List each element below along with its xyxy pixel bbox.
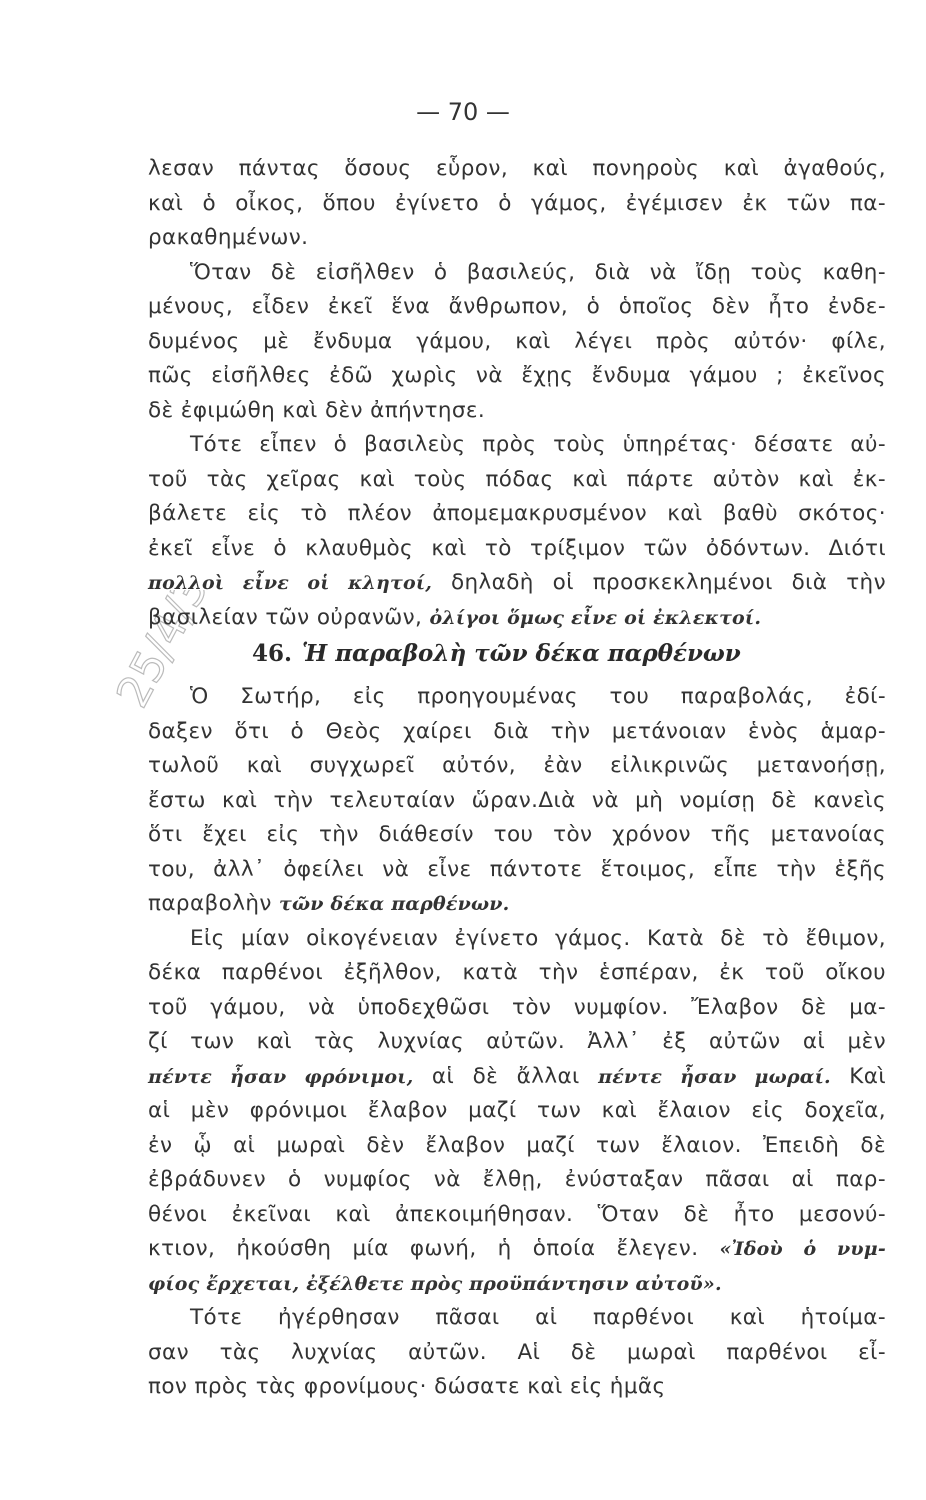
text-segment: τῶν δέκα παρθένων.	[279, 893, 510, 915]
page-number: — 70 —	[416, 98, 510, 126]
section-heading	[252, 640, 741, 667]
text-segment: ἐκεῖ εἶνε ὁ κλαυθμὸς καὶ τὸ τρίξιμον τῶν ὀδόντων. Διότι	[148, 535, 886, 561]
text-block-ten-virgins	[148, 680, 886, 1405]
text-line	[148, 922, 886, 957]
text-line	[148, 1267, 886, 1302]
text-segment: δαξεν ὅτι ὁ Θεὸς χαίρει διὰ τὴν μετάνοιαν ἑνὸς ἁμαρ-	[148, 718, 886, 744]
text-line	[148, 749, 886, 784]
text-segment: «Ἰδοὺ ὁ νυμ-	[719, 1238, 886, 1260]
text-segment: Καὶ	[830, 1063, 887, 1089]
text-line	[148, 359, 886, 394]
text-segment: δηλαδὴ οἱ προσκεκλημένοι διὰ τὴν	[432, 570, 886, 595]
text-segment: αἱ μὲν φρόνιμοι ἔλαβον μαζί των καὶ ἔλαιον εἰς δοχεῖα,	[148, 1098, 886, 1123]
text-line	[148, 1232, 886, 1267]
text-segment: ἐν ᾧ αἱ μωραὶ δὲν ἔλαβον μαζί των ἔλαιον. Ἐπειδὴ δὲ	[148, 1132, 886, 1158]
text-segment: ἔστω καὶ τὴν τελευταίαν ὥραν.Διὰ νὰ μὴ νομίσῃ δὲ κανεὶς	[148, 787, 886, 813]
text-segment: Ὁ Σωτήρ, εἰς προηγουμένας του παραβολάς, ἐδί-	[190, 684, 886, 709]
text-line	[148, 956, 886, 991]
text-segment: Τότε εἶπεν ὁ βασιλεὺς πρὸς τοὺς ὑπηρέτας· δέσατε αὐ-	[190, 432, 886, 457]
text-segment: πον πρὸς τὰς φρονίμους· δώσατε καὶ εἰς ἡμᾶς	[148, 1374, 666, 1399]
text-line	[148, 1129, 886, 1164]
text-block-parable-of-wedding	[148, 152, 886, 635]
text-line	[148, 497, 886, 532]
text-line	[148, 325, 886, 360]
text-segment: τοῦ τὰς χεῖρας καὶ τοὺς πόδας καὶ πάρτε αὐτὸν καὶ ἐκ-	[148, 466, 886, 492]
text-segment: καὶ ὁ οἶκος, ὅπου ἐγίνετο ὁ γάμος, ἐγέμισεν ἐκ τῶν πα-	[148, 190, 886, 216]
text-line	[148, 887, 886, 922]
text-segment: παραβολὴν	[148, 891, 280, 916]
text-line	[148, 394, 886, 429]
text-segment: κτιον, ἠκούσθη μία φωνή, ἡ ὁποία ἔλεγεν.	[148, 1236, 720, 1261]
text-segment: φίος ἔρχεται, ἐξέλθετε πρὸς προϋπάντησιν αὐτοῦ».	[148, 1272, 722, 1295]
text-segment: αἱ δὲ ἄλλαι	[413, 1063, 599, 1089]
text-segment: τοῦ γάμου, νὰ ὑποδεχθῶσι τὸν νυμφίον. Ἔλαβον δὲ μα-	[148, 994, 886, 1020]
text-segment: σαν τὰς λυχνίας αὐτῶν. Αἱ δὲ μωραὶ παρθένοι εἶ-	[148, 1339, 886, 1365]
text-segment: του, ἀλλ᾽ ὀφείλει νὰ εἶνε πάντοτε ἕτοιμος, εἶπε τὴν ἑξῆς	[148, 856, 886, 882]
text-segment: τωλοῦ καὶ συγχωρεῖ αὐτόν, ἐὰν εἰλικρινῶς μετανοήσῃ,	[148, 753, 886, 778]
section-number: 46.	[252, 640, 293, 667]
text-line	[148, 532, 886, 567]
text-line	[148, 784, 886, 819]
text-segment: Ὅταν δὲ εἰσῆλθεν ὁ βασιλεύς, διὰ νὰ ἴδῃ τοὺς καθη-	[190, 259, 886, 285]
text-line	[148, 1094, 886, 1129]
text-segment: δέκα παρθένοι ἐξῆλθον, κατὰ τὴν ἑσπέραν, ἐκ τοῦ οἴκου	[148, 960, 886, 985]
text-segment: θένοι ἐκεῖναι καὶ ἀπεκοιμήθησαν. Ὅταν δὲ ἦτο μεσονύ-	[148, 1201, 886, 1227]
text-line	[148, 818, 886, 853]
text-line	[148, 187, 886, 222]
text-segment: λεσαν πάντας ὅσους εὗρον, καὶ πονηροὺς καὶ ἀγαθούς,	[148, 156, 886, 181]
section-title: Ἡ παραβολὴ τῶν δέκα παρθένων	[302, 640, 741, 667]
text-line	[148, 428, 886, 463]
text-line	[148, 152, 886, 187]
text-line	[148, 1025, 886, 1060]
text-segment: πῶς εἰσῆλθες ἐδῶ χωρὶς νὰ ἔχῃς ἔνδυμα γάμου ; ἐκεῖνος	[148, 363, 886, 388]
text-line	[148, 1060, 886, 1095]
text-segment: βασιλείαν τῶν οὐρανῶν,	[148, 604, 430, 630]
text-line	[148, 256, 886, 291]
text-line	[148, 1370, 886, 1405]
text-segment: πέντε ἦσαν μωραί.	[598, 1065, 831, 1088]
text-segment: Εἰς μίαν οἰκογένειαν ἐγίνετο γάμος. Κατὰ δὲ τὸ ἔθιμον,	[190, 925, 886, 951]
text-segment: πέντε ἦσαν φρόνιμοι,	[148, 1065, 414, 1088]
text-segment: Τότε ἠγέρθησαν πᾶσαι αἱ παρθένοι καὶ ἡτοίμα-	[190, 1305, 886, 1330]
text-segment: δὲ ἐφιμώθη καὶ δὲν ἀπήντησε.	[148, 397, 486, 423]
text-line	[148, 601, 886, 636]
text-segment: ζί των καὶ τὰς λυχνίας αὐτῶν. Ἀλλ᾽ ἐξ αὐτῶν αἱ μὲν	[148, 1029, 886, 1054]
text-segment: ὀλίγοι ὅμως εἶνε οἱ ἐκλεκτοί.	[429, 606, 762, 629]
text-segment: δυμένος μὲ ἔνδυμα γάμου, καὶ λέγει πρὸς αὐτόν· φίλε,	[148, 328, 886, 354]
text-line	[148, 991, 886, 1026]
text-segment: βάλετε εἰς τὸ πλέον ἀπομεμακρυσμένον καὶ βαθὺ σκότος·	[148, 501, 886, 526]
text-line	[148, 566, 886, 601]
text-line	[148, 1198, 886, 1233]
text-segment: μένους, εἶδεν ἐκεῖ ἕνα ἄνθρωπον, ὁ ὁποῖος δὲν ἦτο ἐνδε-	[148, 294, 886, 319]
text-segment: πολλοὶ εἶνε οἱ κλητοί,	[148, 572, 433, 594]
text-segment: ρακαθημένων.	[148, 225, 309, 250]
text-line	[148, 463, 886, 498]
text-line	[148, 290, 886, 325]
text-line	[148, 221, 886, 256]
svg-text:25/4/3: 25/4/3	[107, 590, 210, 710]
text-line	[148, 680, 886, 715]
text-line	[148, 1301, 886, 1336]
text-line	[148, 853, 886, 888]
text-line	[148, 1336, 886, 1371]
text-line	[148, 1163, 886, 1198]
text-segment: ἐβράδυνεν ὁ νυμφίος νὰ ἔλθῃ, ἐνύσταξαν πᾶσαι αἱ παρ-	[148, 1167, 886, 1192]
text-line	[148, 715, 886, 750]
text-segment: ὅτι ἔχει εἰς τὴν διάθεσίν του τὸν χρόνον τῆς μετανοίας	[148, 822, 886, 847]
